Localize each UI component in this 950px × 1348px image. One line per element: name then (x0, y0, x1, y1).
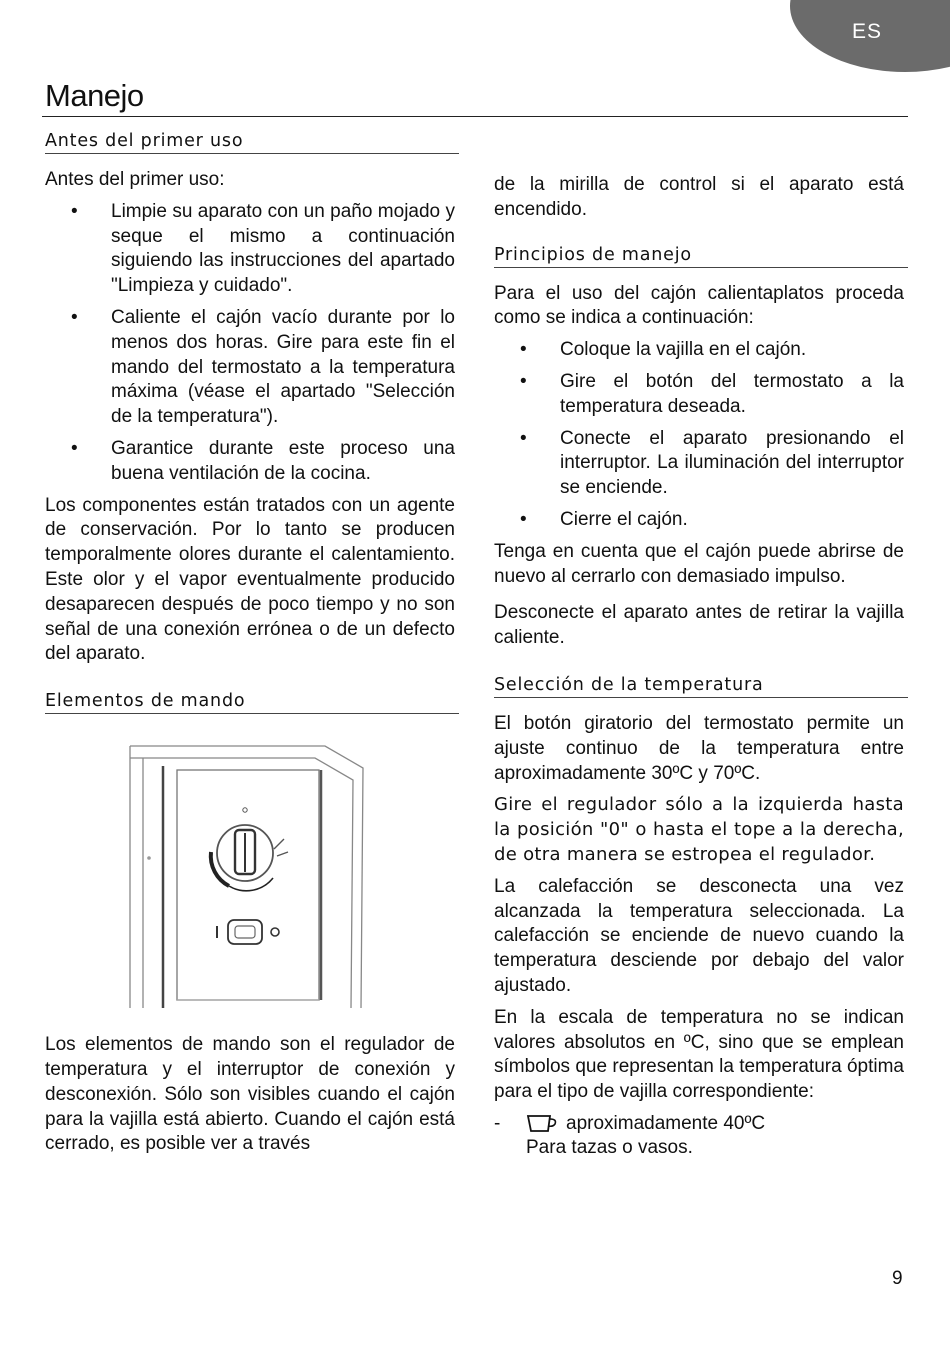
right-column (494, 173, 904, 1160)
left-column (45, 131, 455, 1164)
list-item: • Garantice durante este proceso una buena ventilación de la cocina. (45, 437, 455, 487)
cup-temperature: aproximadamente 40ºC (566, 1112, 766, 1134)
paragraph: La calefacción se desconecta una vez alcanzada la temperatura seleccionada. La calefacción se enciende de nuevo cuando la temperatura desciende por debajo del valor ajustado. (494, 875, 904, 996)
page-number: 9 (892, 1268, 903, 1289)
list-item: • Coloque la vajilla en el cajón. (494, 338, 904, 363)
list-item: • Conecte el aparato presionando el interruptor. La iluminación del interruptor se enciende. (494, 427, 904, 501)
list-item: • Gire el botón del termostato a la temperatura deseada. (494, 370, 904, 420)
paragraph: El botón giratorio del termostato permite un ajuste continuo de la temperatura entre aproximadamente 30ºC y 70ºC. (494, 712, 904, 784)
list-item: • Limpie su aparato con un paño mojado y seque el mismo a continuación siguiendo las instrucciones del apartado "Limpieza y cuidado". (45, 200, 455, 299)
title-rule (42, 116, 908, 117)
operation-steps-list (494, 338, 904, 533)
paragraph: Gire el regulador sólo a la izquierda hasta la posición "0" o hasta el tope a la derecha, de otra manera se estropea el regulador. (494, 794, 904, 865)
control-panel-illustration (125, 738, 375, 1014)
page-title: Manejo (45, 78, 144, 113)
intro-text: Para el uso del cajón calientaplatos proceda como se indica a continuación: (494, 282, 904, 329)
paragraph: de la mirilla de control si el aparato está encendido. (494, 174, 904, 220)
paragraph: Los componentes están tratados con un agente de conservación. Por lo tanto se producen temporalmente olores durante el calentamiento. Este olor y el vapor eventualmente producido desaparecen después de poco tiempo y no son señal de una conexión errónea o de un defecto del aparato. (45, 494, 455, 665)
section-heading-operation-principles: Principios de manejo (494, 245, 908, 268)
cup-usage: Para tazas o vasos. (526, 1136, 693, 1158)
cup-icon (526, 1114, 558, 1134)
section-heading-controls: Elementos de mando (45, 691, 459, 714)
paragraph: En la escala de temperatura no se indican valores absolutos en ºC, sino que se emplean símbolos que representan la temperatura óptima para el tipo de vajilla correspondiente: (494, 1006, 904, 1103)
list-item: • Caliente el cajón vacío durante por lo menos dos horas. Gire para este fin el mando del termostato a la temperatura máxima (véase el apartado "Selección de la temperatura"). (45, 306, 455, 430)
dash-marker: - (494, 1112, 501, 1134)
first-use-list (45, 200, 455, 487)
language-label: ES (852, 20, 883, 43)
list-item: • Cierre el cajón. (494, 508, 904, 533)
paragraph: Desconecte el aparato antes de retirar la vajilla caliente. (494, 602, 904, 649)
paragraph: Los elementos de mando son el regulador de temperatura y el interruptor de conexión y desconexión. Sólo son visibles cuando el cajón para la vajilla está abierto. Cuando el cajón está cerrado, es posible ver a través (45, 1034, 455, 1155)
paragraph: Tenga en cuenta que el cajón puede abrirse de nuevo al cerrarlo con demasiado impulso. (494, 540, 904, 587)
symbol-list-item (494, 1112, 904, 1160)
section-heading-before-first-use: Antes del primer uso (45, 131, 459, 154)
section-heading-temperature-selection: Selección de la temperatura (494, 675, 908, 698)
intro-text: Antes del primer uso: (45, 169, 225, 190)
